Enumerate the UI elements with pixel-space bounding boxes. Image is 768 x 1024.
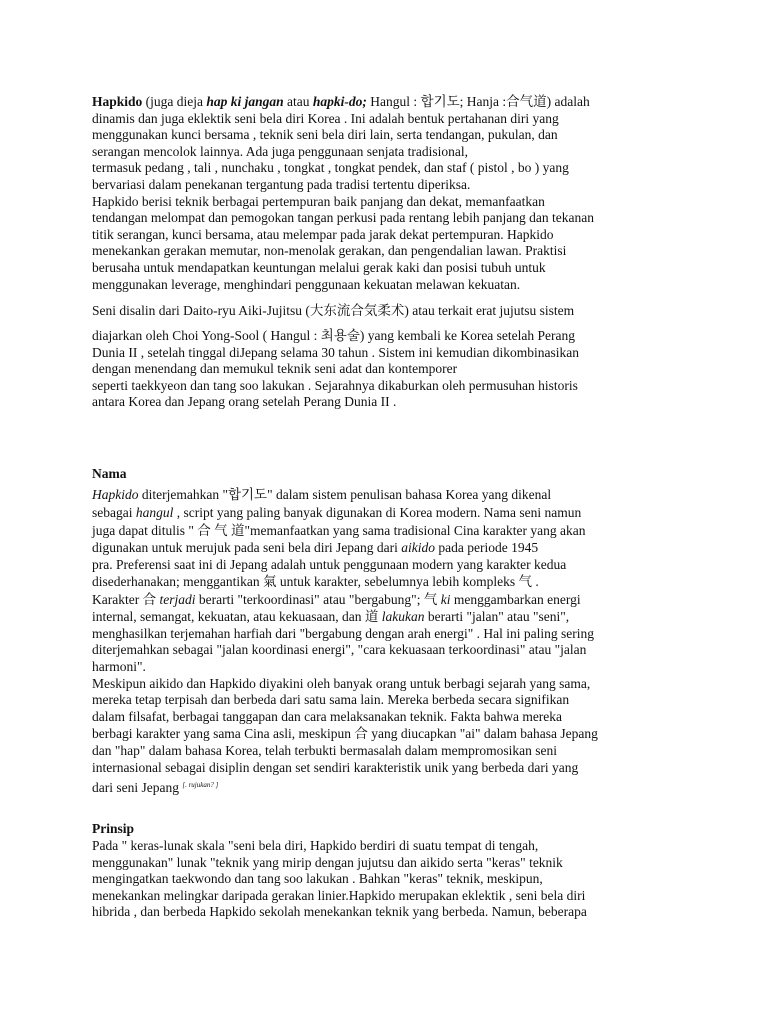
text-line: dengan menendang dan memukul teknik seni adat dan kontemporer [92, 361, 458, 377]
text-span: aikido [401, 540, 436, 555]
text-span: hangul [135, 505, 174, 520]
text-line [92, 609, 692, 626]
text-line: antara Korea dan Jepang orang setelah Perang Dunia II . [92, 394, 397, 410]
text-line: Meskipun aikido dan Hapkido diyakini oleh banyak orang untuk berbagi sejarah yang sama, [92, 675, 591, 691]
intro-paragraph [92, 94, 692, 293]
text-span: ki [440, 592, 451, 608]
text-span: , script yang paling banyak digunakan di Korea modern. Nama seni namun [173, 505, 582, 520]
text-line: termasuk pedang , tali , nunchaku , tongkat , tongkat pendek, dan staf ( pistol , bo ) yang [92, 160, 569, 176]
text-line: Seni disalin dari Daito-ryu Aiki-Jujitsu (大东流合気柔术) atau terkait erat jujutsu sistem [92, 303, 575, 318]
text-line [92, 504, 692, 522]
text-span: internal, semangat, kekuatan, atau kekuasaan, dan 道 [92, 609, 382, 625]
section-heading-prinsip: Prinsip [92, 821, 135, 836]
text-line: disederhanakan; menggantikan 氣 untuk karakter, sebelumnya lebih kompleks 气 . [92, 574, 539, 590]
text-line: berbagi karakter yang sama Cina asli, meskipun 合 yang diucapkan "ai" dalam bahasa Jepang [92, 726, 598, 742]
text-span: berarti "jalan" atau "seni", [424, 609, 570, 625]
text-line: pra. Preferensi saat ini di Jepang adalah untuk penggunaan modern yang karakter kedua [92, 556, 567, 572]
text-span: Hapkido [92, 94, 143, 109]
text-line: menggunakan" lunak "teknik yang mirip dengan jujutsu dan aikido serta "keras" teknik [92, 854, 563, 870]
text-line: dalam filsafat, berbagai tanggapan dan cara melaksanakan teknik. Fakta bahwa mereka [92, 708, 563, 724]
text-line: dan "hap" dalam bahasa Korea, telah terbukti bermasalah dalam mempromosikan seni [92, 743, 557, 759]
origin-paragraph [92, 302, 692, 411]
text-span: Karakter 合 [92, 592, 160, 608]
text-span: pada periode 1945 [435, 540, 539, 555]
text-line: menggunakan leverage, menghindari penggunaan kekuatan melawan kekuatan. [92, 276, 521, 292]
text-line: dinamis dan juga eklektik seni bela diri Korea . Ini adalah bentuk pertahanan diri yang [92, 110, 559, 126]
text-span: Hangul : 합기도; Hanja :合气道) adalah [366, 94, 590, 109]
text-span: terjadi [159, 592, 196, 608]
text-line: mengingatkan taekwondo dan tang soo lakukan . Bahkan "keras" teknik, meskipun, [92, 871, 543, 887]
text-span: lakukan [381, 609, 425, 625]
text-line: menekankan gerakan memutar, non-menolak gerakan, dan pengendalian lawan. Praktisi [92, 243, 567, 259]
text-line: harmoni". [92, 658, 146, 674]
prinsip-paragraph [92, 838, 692, 921]
text-line [92, 591, 692, 609]
nama-paragraph [92, 486, 692, 796]
text-line: seperti taekkyeon dan tang soo lakukan . Sejarahnya dikaburkan oleh permusuhan historis [92, 377, 578, 393]
text-line [92, 94, 692, 111]
text-span: hapki-do; [312, 94, 367, 109]
text-span: menggambarkan energi [450, 592, 581, 608]
text-line: diajarkan oleh Choi Yong-Sool ( Hangul : 최용술) yang kembali ke Korea setelah Perang [92, 328, 576, 343]
text-span: atau [283, 94, 313, 109]
text-line: titik serangan, kunci bersama, atau melempar pada jarak dekat pertempuran. Hapkido [92, 226, 554, 242]
text-line: juga dapat ditulis " 合 气 道"memanfaatkan yang sama tradisional Cina karakter yang akan [92, 523, 586, 538]
text-span: dari seni Jepang [92, 779, 183, 795]
text-line: tendangan melompat dan pemogokan tangan perkusi pada rentang lebih panjang dan tekanan [92, 210, 594, 226]
text-line: Hapkido berisi teknik berbagai pertempuran baik panjang dan dekat, memanfaatkan [92, 193, 545, 209]
text-line: serangan mencolok lainnya. Ada juga penggunaan senjata tradisional, [92, 143, 469, 159]
text-line: Dunia II , setelah tinggal diJepang selama 30 tahun . Sistem ini kemudian dikombinasikan [92, 344, 580, 360]
text-span: sebagai [92, 505, 136, 520]
citation-needed[interactable]: [. rujukan? ] [182, 780, 219, 789]
text-span: Hapkido [92, 487, 139, 502]
text-line: berusaha untuk mendapatkan keuntungan melalui gerak kaki dan posisi tubuh untuk [92, 259, 546, 275]
text-line: menghasilkan terjemahan harfiah dari "bergabung dengan arah energi" . Hal ini paling sering [92, 625, 594, 641]
text-line [92, 540, 692, 557]
section-heading-nama: Nama [92, 466, 127, 481]
text-line [92, 777, 692, 797]
text-line: menggunakan kunci bersama , teknik seni bela diri lain, serta tendangan, pukulan, dan [92, 127, 558, 143]
text-line: mereka tetap terpisah dan berbeda dari satu sama lain. Mereka berbeda secara signifikan [92, 692, 570, 708]
text-span: digunakan untuk merujuk pada seni bela diri Jepang dari [92, 540, 402, 555]
text-line: Pada " keras-lunak skala "seni bela diri, Hapkido berdiri di suatu tempat di tengah, [92, 838, 539, 853]
text-line: bervariasi dalam penekanan tergantung pada tradisi tertentu diperiksa. [92, 176, 471, 192]
text-span: diterjemahkan "합기도" dalam sistem penulisan bahasa Korea yang dikenal [138, 487, 552, 502]
text-span: berarti "terkoordinasi" atau "bergabung"; 气 [195, 592, 441, 608]
text-line: diterjemahkan sebagai "jalan koordinasi energi", "cara kekuasaan terkoordinasi" atau "jalan [92, 642, 587, 658]
text-line: internasional sebagai disiplin dengan set sendiri karakteristik unik yang berbeda dari yang [92, 759, 579, 775]
text-line [92, 486, 692, 504]
text-line: menekankan melingkar daripada gerakan linier.Hapkido merupakan eklektik , seni bela diri [92, 887, 586, 903]
text-line: hibrida , dan berbeda Hapkido sekolah menekankan teknik yang berbeda. Namun, beberapa [92, 904, 587, 920]
text-span: (juga dieja [142, 94, 207, 109]
text-span: hap ki jangan [206, 94, 284, 109]
